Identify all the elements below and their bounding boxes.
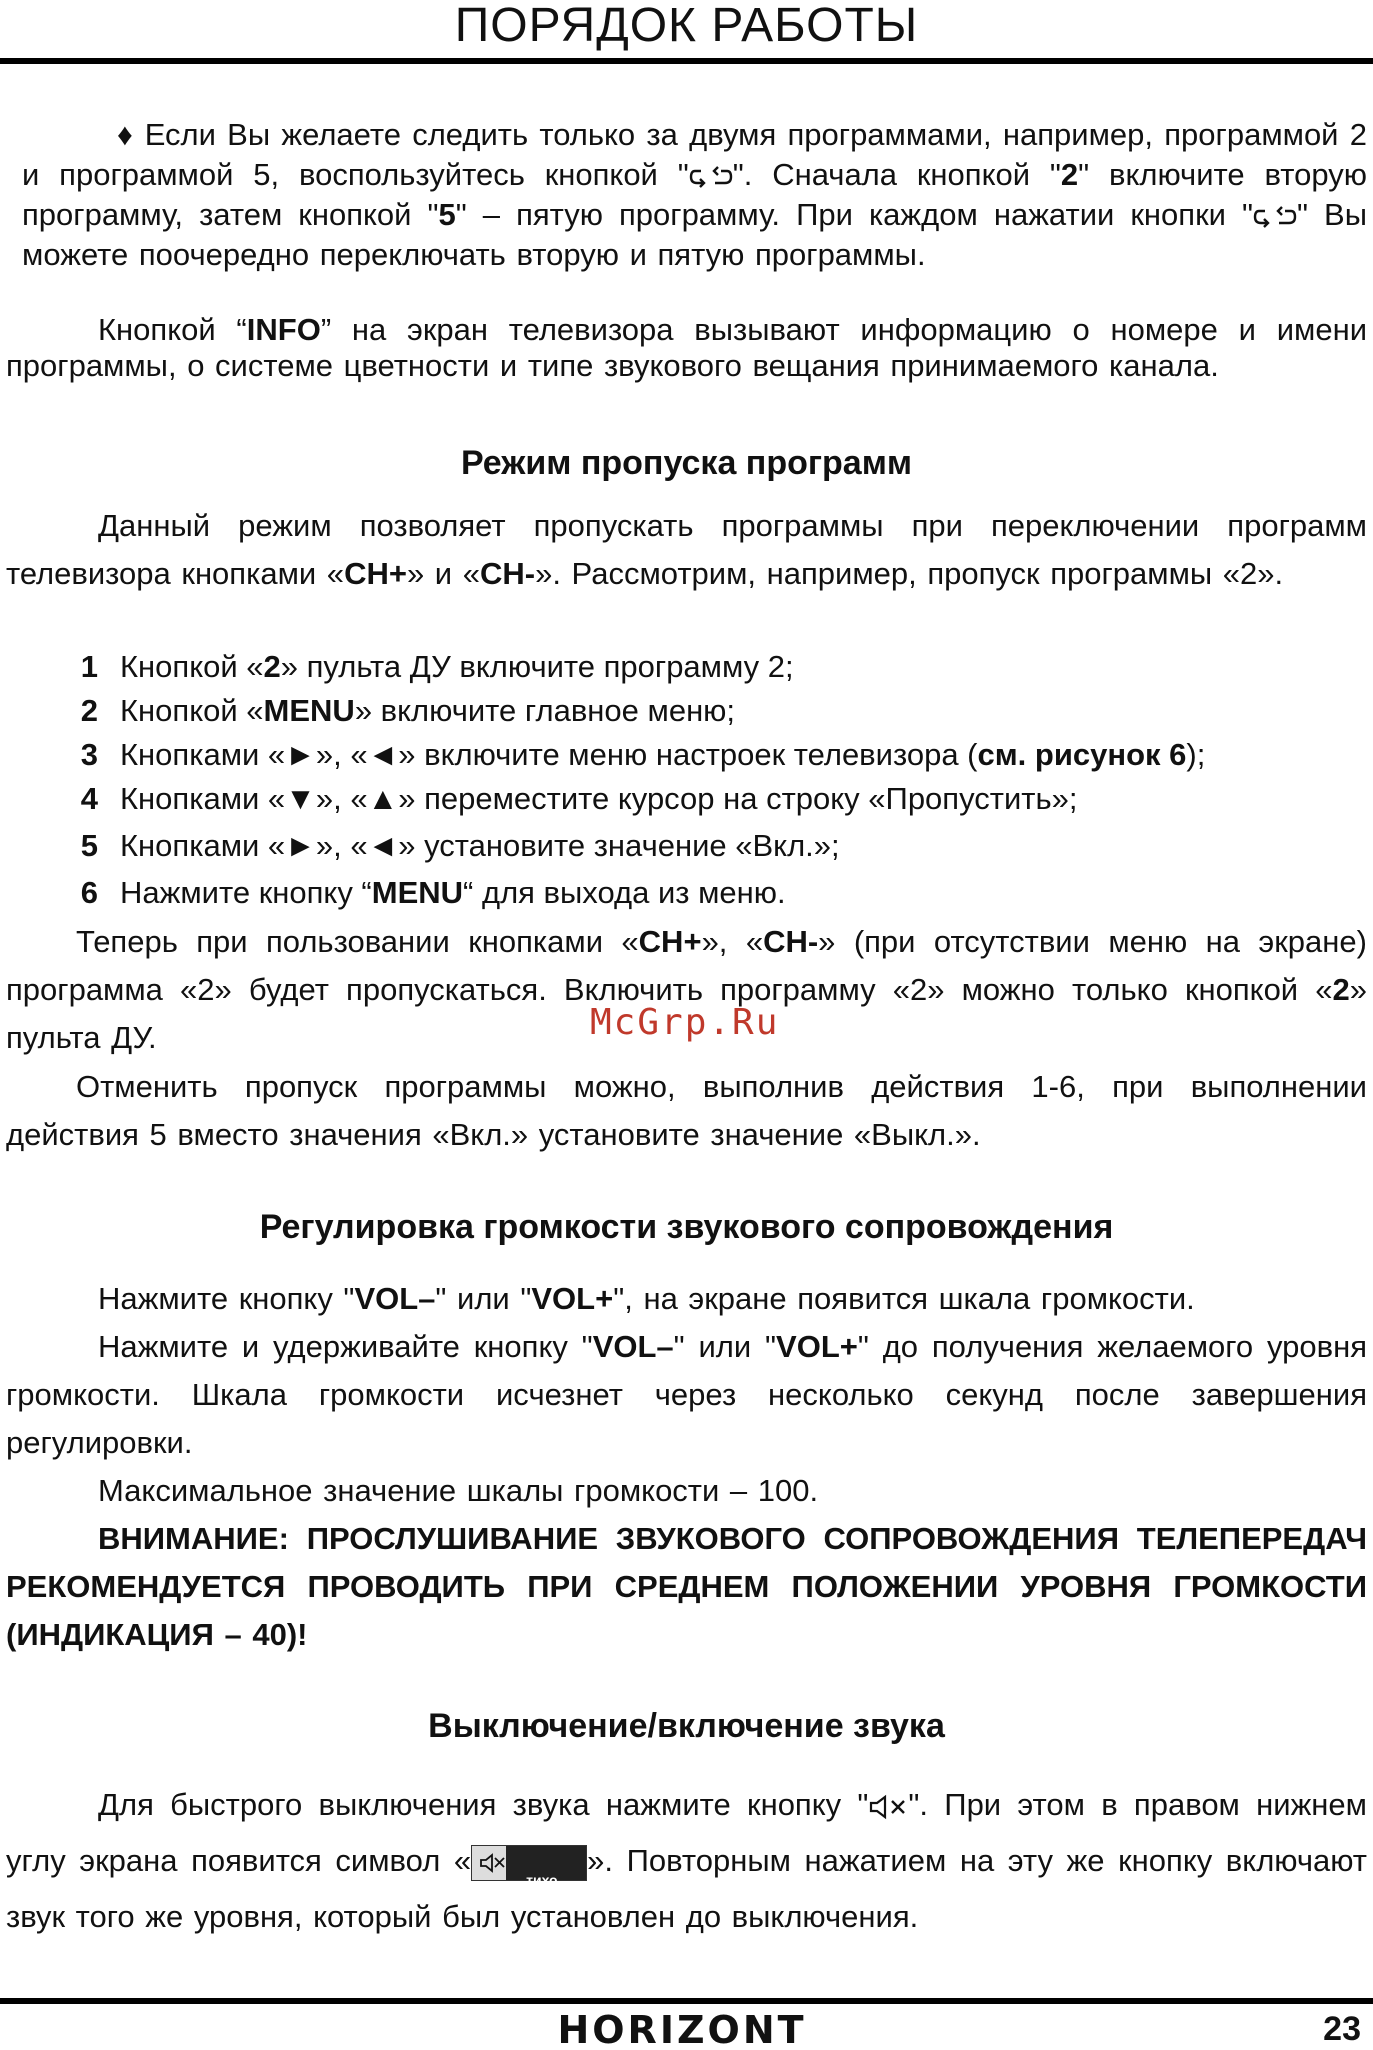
mute-paragraph: Для быстрого выключения звука нажмите кнопку " ". При этом в правом нижнем углу экрана появится символ « тихо ». Повторным нажатием на эту же кнопку включают звук того же уровня, который был установлен до выключения. [6,1787,1368,1934]
swap-icon [689,165,733,189]
speaker-muted-icon [478,1852,508,1874]
intro-paragraph-info: Кнопкой “INFO” на экран телевизора вызывают информацию о номере и имени программы, о системе цветности и типе звукового вещания принимаемого канала. [6,312,1368,383]
intro-paragraph-swap: ♦ Если Вы желаете следить только за двумя программами, например, программой 2 и программой 5, воспользуйтесь кнопкой " ". Сначала кнопкой "2" включите вторую программу, затем кнопкой "5" – пятую программу. При каждом нажатии кнопки " " Вы можете поочередно переключать вторую и пятую программы. [22,117,1367,272]
mute-icon [868,1794,908,1820]
watermark: McGrp.Ru [590,1002,780,1043]
volume-paragraph-2: Нажмите и удерживайте кнопку "VOL–" или "VOL+" до получения желаемого уровня громкости. Шкала громкости исчезнет через несколько секунд после завершения регулировки. [6,1329,1367,1460]
top-rule [0,58,1373,64]
mute-indicator: тихо [471,1845,587,1881]
skip-paragraph-1: Данный режим позволяет пропускать программы при переключении программ телевизора кнопками «CH+» и «CH-». Рассмотрим, например, пропуск программы «2». [6,508,1367,591]
volume-paragraph-3: Максимальное значение шкалы громкости – 100. [98,1473,819,1508]
swap-icon-2 [1253,205,1297,229]
logo-text: HORIZONT [557,2012,807,2046]
skip-paragraph-2: Теперь при пользовании кнопками «CH+», «CH-» (при отсутствии меню на экране) программа «2» будет пропускаться. Включить программу «2» можно только кнопкой «2» пульта ДУ. [6,924,1367,1055]
volume-warning: ВНИМАНИЕ: ПРОСЛУШИВАНИЕ ЗВУКОВОГО СОПРОВОЖДЕНИЯ ТЕЛЕПЕРЕДАЧ РЕКОМЕНДУЕТСЯ ПРОВОДИТЬ ПРИ СРЕДНЕМ ПОЛОЖЕНИИ УРОВНЯ ГРОМКОСТИ (ИНДИКАЦИЯ – 40)! [6,1521,1367,1652]
skip-paragraph-3: Отменить пропуск программы можно, выполнив действия 1-6, при выполнении действия 5 вместо значения «Вкл.» установите значение «Выкл.». [6,1069,1367,1152]
section-heading-volume: Регулировка громкости звукового сопровождения [259,1208,1114,1246]
page-title: ПОРЯДОК РАБОТЫ [454,0,919,52]
volume-paragraph-1: Нажмите кнопку "VOL–" или "VOL+", на экране появится шкала громкости. [98,1281,1195,1316]
section-heading-skip: Режим пропуска программ [460,444,913,482]
page-number: 23 [1323,2010,1361,2048]
horizont-logo [512,2012,852,2046]
bottom-rule [0,1998,1373,2004]
section-heading-mute: Выключение/включение звука [428,1707,945,1745]
